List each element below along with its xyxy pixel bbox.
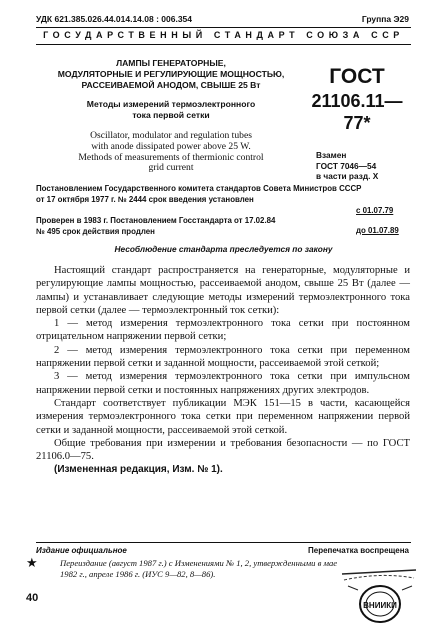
replaces-block [316, 150, 378, 182]
amendment-note: (Измененная редакция, Изм. № 1). [54, 464, 223, 476]
title-en [40, 131, 302, 174]
effective-date: с 01.07.79 [356, 206, 394, 215]
header-rule-bottom [36, 44, 411, 45]
review-line: № 495 срок действия продлен [36, 226, 155, 236]
official-edition: Издание официальное [36, 546, 127, 555]
body-paragraph: Общие требования при измерении и требования безопасности — по ГОСТ 21106.0—75. [36, 437, 410, 463]
gost-number: 21106.11—77* [311, 91, 403, 133]
title-en-line: Oscillator, modulator and regulation tubes [90, 130, 252, 141]
title-methods [40, 99, 302, 121]
page-number: 40 [26, 592, 39, 604]
stamp-text: ВНИИКИ [363, 601, 397, 610]
title-methods-line: тока первой сетки [132, 110, 210, 120]
library-stamp [340, 560, 418, 626]
replaces-line: ГОСТ 7046—54 [316, 160, 377, 171]
review-line: Проверен в 1983 г. Постановлением Госстандарта от 17.02.84 [36, 216, 276, 225]
group-code: Группа Э29 [361, 14, 409, 24]
title-ru-line: ЛАМПЫ ГЕНЕРАТОРНЫЕ, [116, 58, 226, 68]
title-ru-line: РАССЕИВАЕМОЙ АНОДОМ, СВЫШЕ 25 Вт [81, 80, 261, 90]
review-text [36, 216, 275, 237]
title-en-line: with anode dissipated power above 25 W. [91, 140, 251, 152]
reissue-note: Переиздание (август 1987 г.) с Изменениями № 1, 2, утвержденными в мае 1982 г., апреле 1986 г. (ИУС 9—82, 8—86). [60, 558, 338, 579]
star-icon: ★ [26, 555, 38, 570]
decree-text [36, 184, 361, 205]
law-notice: Несоблюдение стандарта преследуется по закону [114, 244, 333, 254]
footer-rule [36, 542, 411, 543]
decree-line: от 17 октября 1977 г. № 2444 срок введения установлен [36, 194, 254, 204]
udk-code: УДК 621.385.026.44.014.14.08 : 006.354 [36, 14, 193, 24]
decree-line: Постановлением Государственного комитета стандартов Совета Министров СССР [36, 184, 362, 193]
body-paragraph: 1 — метод измерения термоэлектронного тока сетки при постоянном отрицательном напряжении первой сетки; [36, 318, 410, 343]
extended-date: до 01.07.89 [356, 226, 399, 235]
title-ru-line: МОДУЛЯТОРНЫЕ И РЕГУЛИРУЮЩИЕ МОЩНОСТЬЮ, [57, 69, 285, 79]
header-rule-top [36, 27, 411, 28]
title-en-line: grid current [148, 162, 194, 174]
body-paragraph: Стандарт соответствует публикации МЭК 151—15 в части, касающейся измерения термоэлектронного тока сетки при переменном напряжении первой сетки и заданной мощности, рассеиваемой этой сеткой. [36, 397, 410, 436]
title-methods-line: Методы измерений термоэлектронного [86, 99, 256, 109]
state-standard-banner: ГОСУДАРСТВЕННЫЙ СТАНДАРТ СОЮЗА ССР [43, 30, 404, 40]
title-ru [40, 58, 302, 91]
title-en-line: Methods of measurements of thermionic control [78, 151, 264, 163]
body-paragraph: Настоящий стандарт распространяется на генераторные, модуляторные и регулирующие лампы мощностью, рассеиваемой анодом, свыше 25 Вт (далее — лампы) и устанавливает следующие методы измерений термоэлектронного тока первой сетки (далее — термоэлектронный ток сетки): [36, 265, 410, 316]
body-text [36, 264, 410, 477]
reprint-prohibited: Перепечатка воспрещена [308, 546, 409, 555]
replaces-line: в части разд. X [316, 171, 379, 181]
body-paragraph: 3 — метод измерения термоэлектронного тока сетки при импульсном напряжении первой сетки и постоянных напряжениях других электродов. [36, 371, 410, 396]
gost-label: ГОСТ [329, 65, 385, 88]
body-paragraph: 2 — метод измерения термоэлектронного тока сетки при переменном напряжении первой сетки и заданной мощности, рассеиваемой этой сеткой; [36, 344, 410, 370]
replaces-label: Взамен [316, 150, 347, 160]
